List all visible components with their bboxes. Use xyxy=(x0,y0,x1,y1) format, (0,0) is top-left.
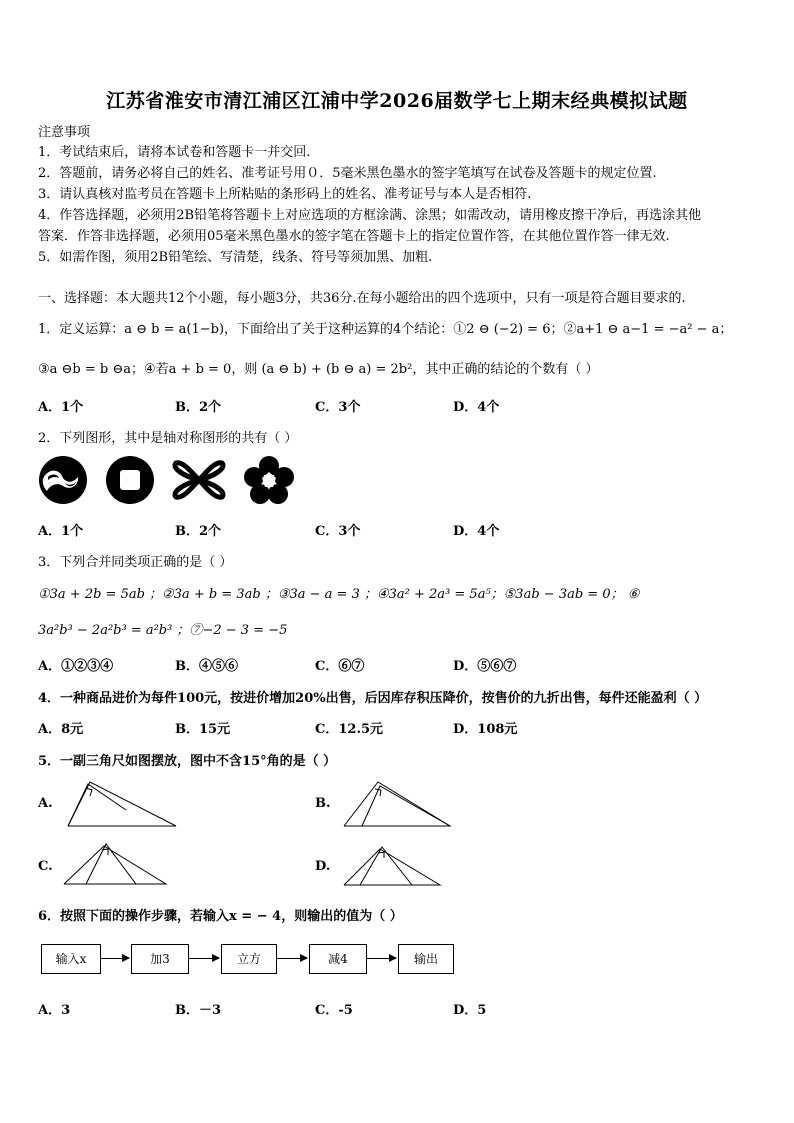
q3-items-line1: ①3a + 2b = 5ab ；②3a + b = 3ab ；③3a − a = 3 ；④3a² + 2a³ = 5a⁵；⑤3ab − 3ab = 0； ⑥ xyxy=(38,587,640,602)
pentagon-flower-icon xyxy=(243,455,295,505)
notice-item: 2．答题前，请务必将自己的姓名、准考证号用０．5毫米黑色墨水的签字笔填写在试卷及答题卡的规定位置. xyxy=(38,166,657,181)
page-title: 江苏省淮安市清江浦区江浦中学2026届数学七上期末经典模拟试题 xyxy=(106,90,688,112)
q6-option-c[interactable]: C．-5 xyxy=(315,1003,353,1018)
q1-option-b[interactable]: B．2个 xyxy=(175,400,222,415)
q3-option-d[interactable]: D．⑤⑥⑦ xyxy=(453,659,517,674)
q5-stem: 5．一副三角尺如图摆放，图中不含15°角的是（ ） xyxy=(38,754,337,769)
triangle-figure-c xyxy=(62,838,170,886)
q6-stem: 6．按照下面的操作步骤，若输入x = − 4，则输出的值为（ ） xyxy=(38,909,403,924)
q4-option-b[interactable]: B．15元 xyxy=(175,722,231,737)
q3-option-a[interactable]: A．①②③④ xyxy=(38,659,114,674)
q4-option-d[interactable]: D．108元 xyxy=(453,722,518,737)
q3-option-c[interactable]: C．⑥⑦ xyxy=(315,659,365,674)
flower-knot-icon xyxy=(172,455,226,505)
q5-option-b[interactable]: B. xyxy=(315,796,331,811)
q2-option-b[interactable]: B．2个 xyxy=(175,524,222,539)
notice-item: 4．作答选择题，必须用2B铅笔将答题卡上对应选项的方框涂满、涂黑；如需改动，请用橡皮擦干净后，再选涂其他 xyxy=(38,208,702,223)
q3-option-b[interactable]: B．④⑤⑥ xyxy=(175,659,238,674)
q1-stem-line1: 1．定义运算：a ⊖ b = a(1−b)，下面给出了关于这种运算的4个结论：①2 ⊖ (−2) = 6；②a+1 ⊖ a−1 = −a² − a； xyxy=(38,322,733,337)
q5-option-d[interactable]: D. xyxy=(315,859,331,874)
q5-option-c[interactable]: C. xyxy=(38,859,53,874)
q2-option-a[interactable]: A．1个 xyxy=(38,524,84,539)
q1-option-a[interactable]: A．1个 xyxy=(38,400,84,415)
triangle-figure-a xyxy=(64,780,182,830)
q3-stem: 3．下列合并同类项正确的是（ ） xyxy=(38,555,233,570)
triangle-figure-d xyxy=(342,845,442,887)
q1-option-c[interactable]: C．3个 xyxy=(315,400,361,415)
q1-stem-line2: ③a ⊖b = b ⊖a；④若a + b = 0，则 (a ⊖ b) + (b ⊖ a) = 2b²，其中正确的结论的个数有（ ） xyxy=(38,362,599,377)
q6-option-d[interactable]: D．5 xyxy=(453,1003,487,1018)
q4-option-a[interactable]: A．8元 xyxy=(38,722,84,737)
section-heading: 一、选择题：本大题共12个小题，每小题3分，共36分.在每小题给出的四个选项中，只有一项是符合题目要求的. xyxy=(38,291,686,306)
notice-item: 5．如需作图，须用2B铅笔绘、写清楚，线条、符号等须加黑、加粗. xyxy=(38,250,433,265)
flow-box-cube: 立方 xyxy=(221,944,277,974)
flow-box-add3: 加3 xyxy=(131,944,189,974)
notice-item: 1．考试结束后，请将本试卷和答题卡一并交回. xyxy=(38,145,311,160)
flow-arrow xyxy=(277,958,307,959)
taiji-icon xyxy=(38,455,88,505)
q5-option-a[interactable]: A. xyxy=(38,796,53,811)
q3-items-line2: 3a²b³ − 2a²b³ = a²b³ ；⑦−2 − 3 = −5 xyxy=(38,623,288,638)
q4-stem: 4．一种商品进价为每件100元，按进价增加20%出售，后因库存积压降价，按售价的九折出售，每件还能盈利（ ） xyxy=(38,691,708,706)
q2-option-c[interactable]: C．3个 xyxy=(315,524,361,539)
triangle-figure-b xyxy=(342,780,454,828)
q4-option-c[interactable]: C．12.5元 xyxy=(315,722,384,737)
flow-box-sub4: 减4 xyxy=(309,944,367,974)
notice-item: 3．请认真核对监考员在答题卡上所粘贴的条形码上的姓名、准考证号与本人是否相符. xyxy=(38,187,532,202)
notice-item: 答案．作答非选择题，必须用05毫米黑色墨水的签字笔在答题卡上的指定位置作答，在其他位置作答一律无效. xyxy=(38,229,670,244)
q2-option-d[interactable]: D．4个 xyxy=(453,524,500,539)
q6-option-b[interactable]: B．－3 xyxy=(175,1003,222,1018)
flow-arrow xyxy=(367,958,396,959)
flow-arrow xyxy=(101,958,129,959)
flow-box-input: 输入x xyxy=(41,944,101,974)
flow-arrow xyxy=(189,958,219,959)
notice-heading: 注意事项 xyxy=(38,125,91,140)
q6-option-a[interactable]: A．3 xyxy=(38,1003,71,1018)
q1-option-d[interactable]: D．4个 xyxy=(453,400,500,415)
square-coin-icon xyxy=(105,455,155,505)
q2-stem: 2．下列图形，其中是轴对称图形的共有（ ） xyxy=(38,431,298,446)
flow-box-output: 输出 xyxy=(398,944,454,974)
